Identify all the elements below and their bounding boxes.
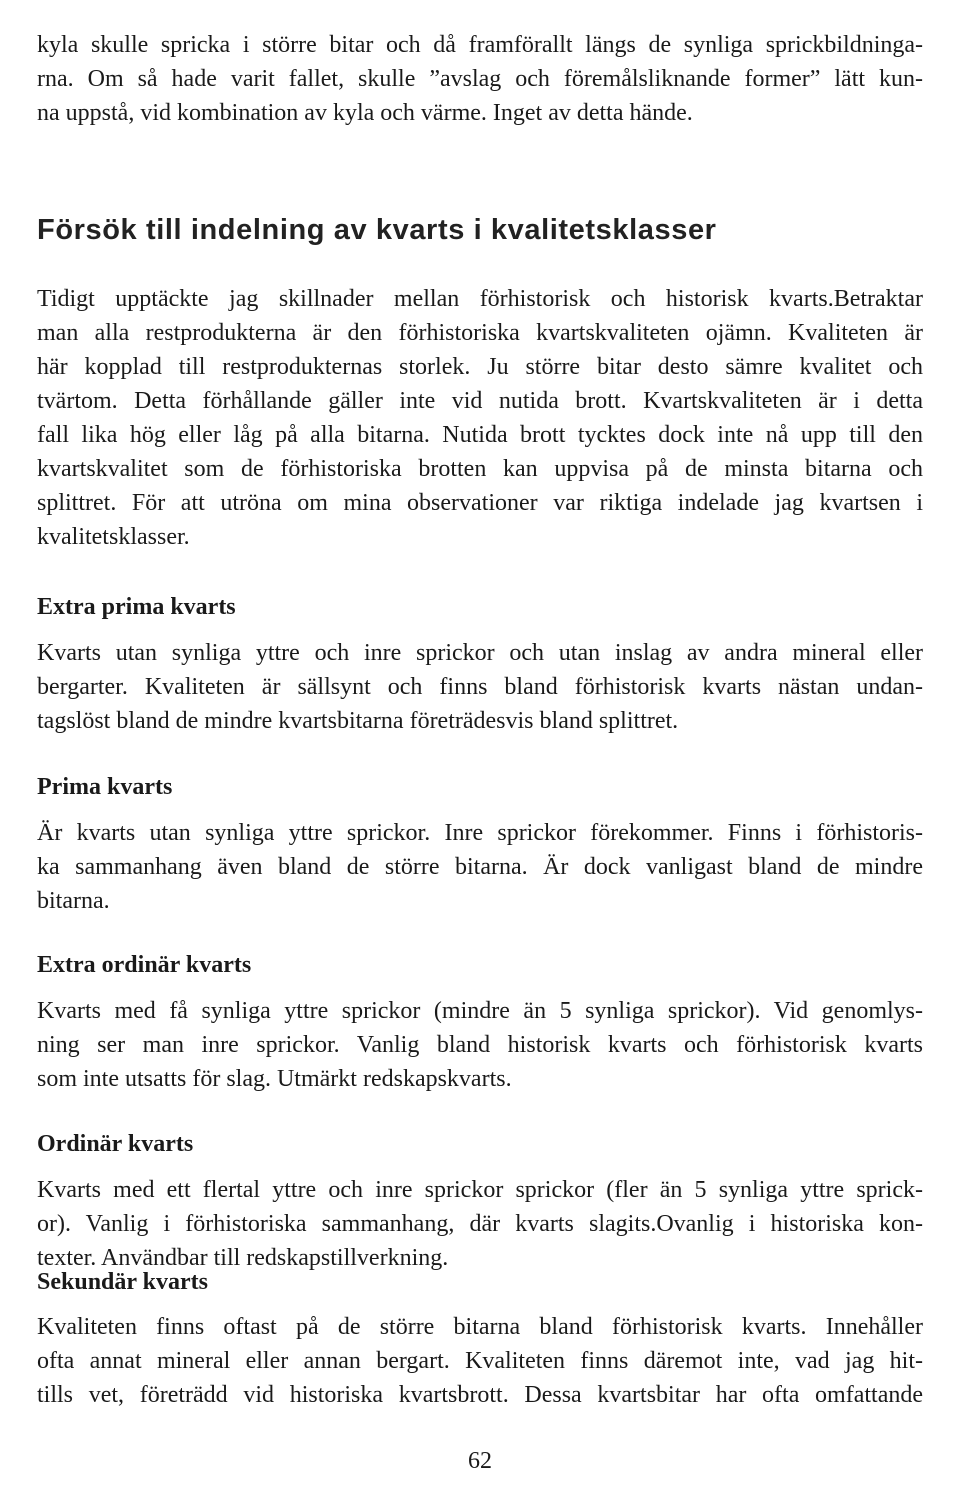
text-line: här kopplad till restprodukternas storlek. Ju större bitar desto sämre kvalitet och xyxy=(37,354,923,380)
text-line: Kvaliteten finns oftast på de större bitarna bland förhistorisk kvarts. Innehåller xyxy=(37,1314,923,1340)
class-description xyxy=(37,1173,923,1275)
text-line: tagslöst bland de mindre kvartsbitarna företrädesvis bland splittret. xyxy=(37,708,679,734)
text-line: kvartskvalitet som de förhistoriska brotten kan uppvisa på de minsta bitarna och xyxy=(37,456,923,482)
class-description xyxy=(37,994,923,1096)
section-heading: Försök till indelning av kvarts i kvalitetsklasser xyxy=(37,214,717,246)
class-heading: Ordinär kvarts xyxy=(37,1131,194,1157)
class-heading: Extra ordinär kvarts xyxy=(37,952,252,978)
text-line: kvalitetsklasser. xyxy=(37,524,190,550)
text-line: Tidigt upptäckte jag skillnader mellan förhistorisk och historisk kvarts.Betraktar xyxy=(37,286,923,312)
text-line: Kvarts med ett flertal yttre och inre sprickor sprickor (fler än 5 synliga yttre sprick- xyxy=(37,1177,923,1203)
text-line: tvärtom. Detta förhållande gäller inte vid nutida brott. Kvartskvaliteten är i detta xyxy=(37,388,923,414)
text-line: fall lika hög eller låg på alla bitarna. Nutida brott tycktes dock inte nå upp till den xyxy=(37,422,923,448)
text-line: na uppstå, vid kombination av kyla och värme. Inget av detta hände. xyxy=(37,100,693,126)
text-line: or). Vanlig i förhistoriska sammanhang, där kvarts slagits.Ovanlig i historiska kon- xyxy=(37,1211,923,1237)
class-description xyxy=(37,1310,923,1412)
text-line: bergarter. Kvaliteten är sällsynt och finns bland förhistorisk kvarts nästan undan- xyxy=(37,674,923,700)
intro-paragraph xyxy=(37,28,923,130)
text-line: splittret. För att utröna om mina observationer var riktiga indelade jag kvartsen i xyxy=(37,490,923,516)
text-line: bitarna. xyxy=(37,888,110,914)
text-line: Är kvarts utan synliga yttre sprickor. Inre sprickor förekommer. Finns i förhistoris- xyxy=(37,820,923,846)
text-line: ofta annat mineral eller annan bergart. Kvaliteten finns däremot inte, vad jag hit- xyxy=(37,1348,923,1374)
text-line: tills vet, företrädd vid historiska kvartsbrott. Dessa kvartsbitar har ofta omfattande xyxy=(37,1382,923,1408)
text-line: texter. Användbar till redskapstillverkning. xyxy=(37,1245,449,1271)
class-heading: Extra prima kvarts xyxy=(37,594,236,620)
text-line: ning ser man inre sprickor. Vanlig bland historisk kvarts och förhistorisk kvarts xyxy=(37,1032,923,1058)
class-description xyxy=(37,636,923,738)
class-heading: Sekundär kvarts xyxy=(37,1269,208,1295)
section-body-paragraph xyxy=(37,282,923,554)
text-line: rna. Om så hade varit fallet, skulle ”avslag och föremålsliknande former” lätt kun- xyxy=(37,66,923,92)
text-line: Kvarts utan synliga yttre och inre sprickor och utan inslag av andra mineral eller xyxy=(37,640,923,666)
class-description xyxy=(37,816,923,918)
text-line: kyla skulle spricka i större bitar och då framförallt längs de synliga sprickbildninga- xyxy=(37,32,923,58)
text-line: Kvarts med få synliga yttre sprickor (mindre än 5 synliga sprickor). Vid genomlys- xyxy=(37,998,923,1024)
page-number: 62 xyxy=(468,1448,492,1474)
text-line: ka sammanhang även bland de större bitarna. Är dock vanligast bland de mindre xyxy=(37,854,923,880)
class-heading: Prima kvarts xyxy=(37,774,173,800)
text-line: som inte utsatts för slag. Utmärkt redskapskvarts. xyxy=(37,1066,512,1092)
text-line: man alla restprodukterna är den förhistoriska kvartskvaliteten ojämn. Kvaliteten är xyxy=(37,320,923,346)
